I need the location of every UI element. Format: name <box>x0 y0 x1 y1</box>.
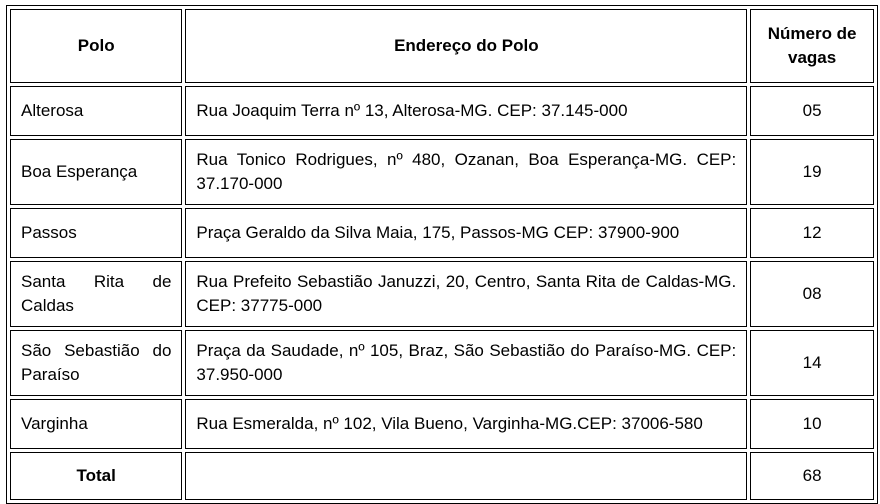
endereco-cell: Praça Geraldo da Silva Maia, 175, Passos-MG CEP: 37900-900 <box>185 208 747 258</box>
endereco-cell: Rua Tonico Rodrigues, nº 480, Ozanan, Boa Esperança-MG. CEP: 37.170-000 <box>185 139 747 205</box>
vagas-cell: 08 <box>750 261 874 327</box>
table-row <box>10 330 874 396</box>
table-row <box>10 261 874 327</box>
table-row <box>10 399 874 449</box>
vagas-cell: 12 <box>750 208 874 258</box>
polo-cell: Alterosa <box>10 86 182 136</box>
polos-table <box>6 5 878 504</box>
table-row <box>10 139 874 205</box>
vagas-cell: 10 <box>750 399 874 449</box>
total-endereco-cell <box>185 452 747 500</box>
header-vagas: Número de vagas <box>750 9 874 83</box>
table-header-row <box>10 9 874 83</box>
table-row <box>10 208 874 258</box>
table-total-row <box>10 452 874 500</box>
table-row <box>10 86 874 136</box>
total-label: Total <box>10 452 182 500</box>
polo-cell: Boa Esperança <box>10 139 182 205</box>
polo-cell: Passos <box>10 208 182 258</box>
vagas-cell: 05 <box>750 86 874 136</box>
endereco-cell: Rua Prefeito Sebastião Januzzi, 20, Centro, Santa Rita de Caldas-MG. CEP: 37775-000 <box>185 261 747 327</box>
vagas-cell: 14 <box>750 330 874 396</box>
endereco-cell: Praça da Saudade, nº 105, Braz, São Sebastião do Paraíso-MG. CEP: 37.950-000 <box>185 330 747 396</box>
polo-cell: Varginha <box>10 399 182 449</box>
vagas-cell: 19 <box>750 139 874 205</box>
header-polo: Polo <box>10 9 182 83</box>
header-endereco: Endereço do Polo <box>185 9 747 83</box>
total-vagas-cell: 68 <box>750 452 874 500</box>
endereco-cell: Rua Joaquim Terra nº 13, Alterosa-MG. CEP: 37.145-000 <box>185 86 747 136</box>
endereco-cell: Rua Esmeralda, nº 102, Vila Bueno, Varginha-MG.CEP: 37006-580 <box>185 399 747 449</box>
polo-cell: Santa Rita de Caldas <box>10 261 182 327</box>
polo-cell: São Sebastião do Paraíso <box>10 330 182 396</box>
